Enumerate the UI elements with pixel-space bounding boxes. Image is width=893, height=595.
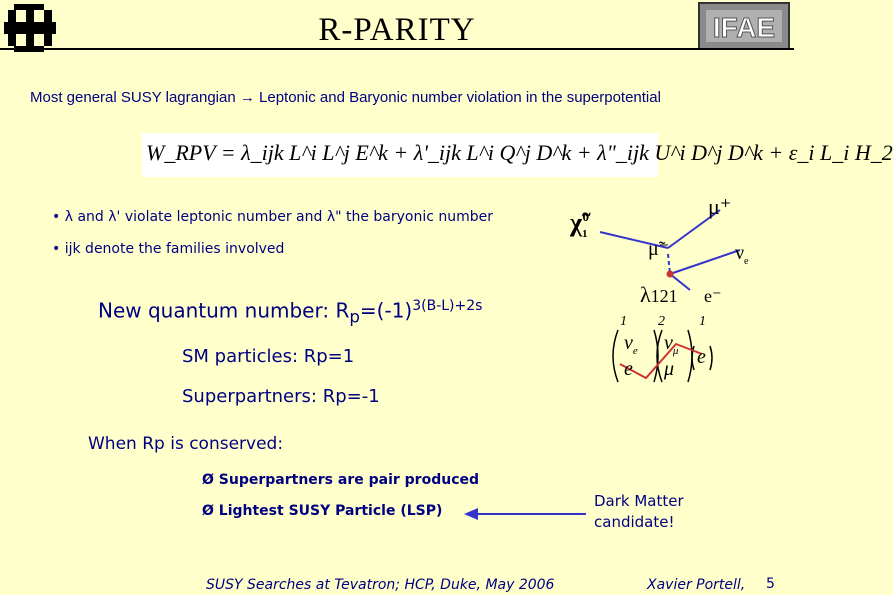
footer-right: Xavier Portell, <box>647 577 746 593</box>
sub-bullet-text: Superpartners are pair produced <box>218 472 480 488</box>
intro-text: Most general SUSY lagrangian → Leptonic and Baryonic number violation in the superpotential <box>30 89 661 106</box>
title-divider <box>0 48 794 50</box>
formula-text: W_RPV = λ_ijk L^i L^j E^k + λ'_ijk L^i Q^j D^k + λ"_ijk U^i D^j D^k + ε_i L_i H_2 <box>146 140 893 165</box>
nu-e-label <box>735 242 749 267</box>
sm-particles: SM particles: Rp=1 <box>182 346 355 367</box>
quantum-number <box>98 298 482 327</box>
matrix-left-top-sub: e <box>632 345 638 357</box>
matrix-right: e <box>697 346 706 368</box>
dark-matter-note <box>594 491 684 533</box>
sub-bullet-marker: Ø <box>202 472 214 488</box>
vertex <box>667 271 674 278</box>
nu-e-sub: e <box>744 256 749 267</box>
page-number: 5 <box>766 576 775 592</box>
qn-sup: 3(B-L)+2s <box>412 298 483 314</box>
nu-e-symbol: ν <box>735 242 745 264</box>
smuon-label: μ̃⁻ <box>648 238 670 260</box>
coupling-sub: 121 <box>650 286 678 306</box>
matrix-mid-bottom: μ <box>664 358 675 380</box>
dark-matter-line2: candidate! <box>594 513 675 531</box>
arrow-to-dark-matter <box>460 504 590 524</box>
index-2: 2 <box>658 314 665 329</box>
formula <box>146 140 893 166</box>
mu-plus-label: μ⁺ <box>708 194 732 219</box>
bullet-lambda <box>52 209 493 225</box>
matrix-mid-top <box>664 332 678 357</box>
footer-left: SUSY Searches at Tevatron; HCP, Duke, May 2006 <box>206 577 555 593</box>
slide-title: R-PARITY <box>318 12 476 48</box>
neutralino-sup: 0 <box>582 209 590 225</box>
bullet-marker: • <box>52 241 61 257</box>
index-3: 1 <box>699 314 706 329</box>
matrix-mid-top-symbol: ν <box>664 332 673 354</box>
neutralino-sub: 1 <box>582 228 588 241</box>
coupling-label <box>640 282 678 308</box>
sub-bullet-marker: Ø <box>202 503 214 519</box>
electron-label: e⁻ <box>704 286 722 306</box>
qn-prefix: New quantum number: R <box>98 298 350 323</box>
conserved-heading: When Rp is conserved: <box>88 434 284 454</box>
matrix-left-top-symbol: ν <box>624 332 633 354</box>
neutralino-label <box>570 208 589 240</box>
svg-text:IFAE: IFAE <box>712 12 776 43</box>
index-1: 1 <box>620 314 627 329</box>
coupling-symbol: λ <box>640 282 651 307</box>
sub-bullet-text: Lightest SUSY Particle (LSP) <box>218 503 443 519</box>
neutrino-line <box>670 250 740 274</box>
sub-bullet-pair <box>202 472 479 488</box>
qn-sub: p <box>349 307 360 327</box>
bullet-text: λ and λ' violate leptonic number and λ" the baryonic number <box>64 209 494 225</box>
bullet-marker: • <box>52 209 61 225</box>
superpartners: Superpartners: Rp=-1 <box>182 386 380 407</box>
bullet-ijk <box>52 241 284 257</box>
sub-bullet-lsp <box>202 503 442 519</box>
matrix-left-bottom: e <box>624 358 633 380</box>
matrix-mid-top-sub: μ <box>672 345 679 357</box>
qn-mid: =(-1) <box>359 298 413 323</box>
dark-matter-line1: Dark Matter <box>594 492 684 510</box>
matrix-left-top <box>624 332 638 357</box>
bullet-text: ijk denote the families involved <box>64 241 285 257</box>
neutralino-symbol: χ̃ <box>570 208 583 237</box>
